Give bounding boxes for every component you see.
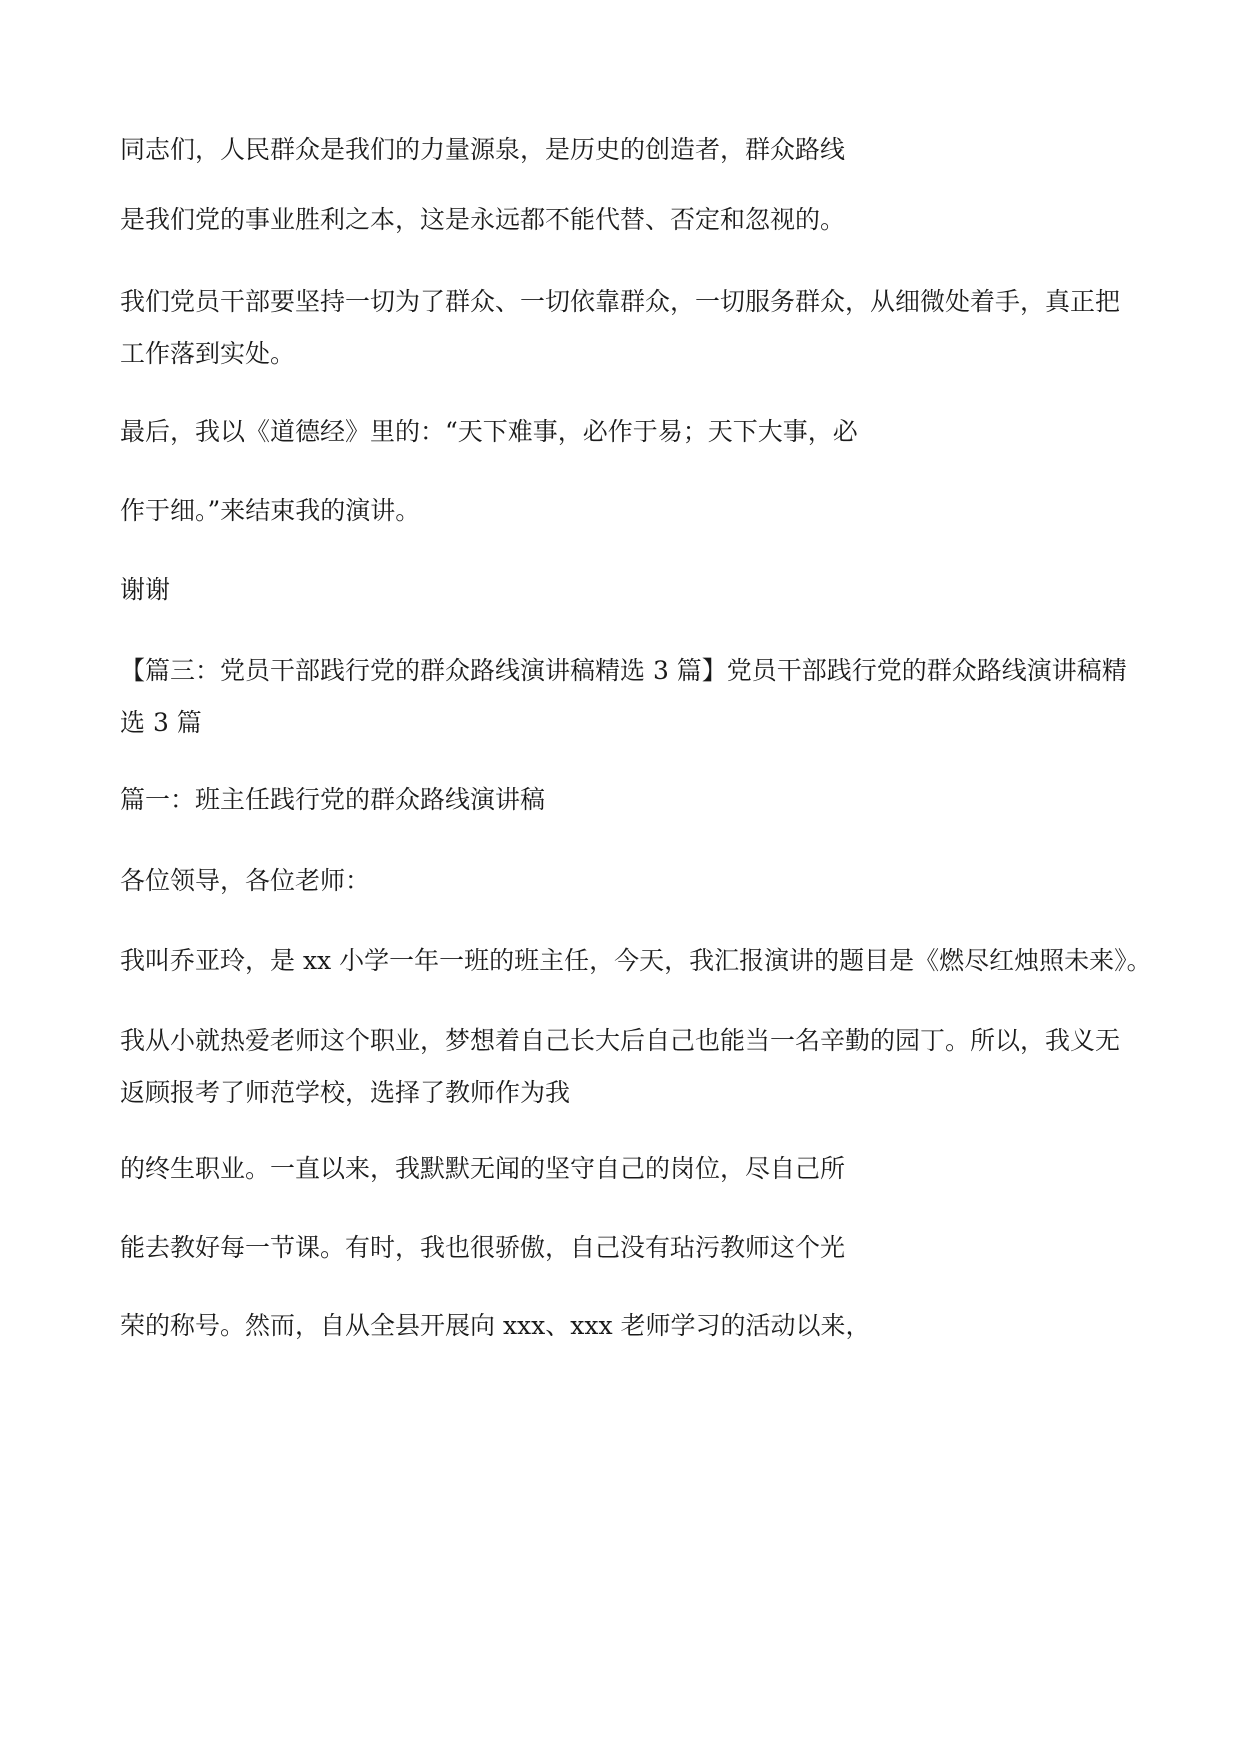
text-line: 工作落到实处。	[120, 339, 296, 368]
paragraph-7-section-heading	[120, 645, 1130, 749]
paragraph-14	[120, 1300, 1130, 1352]
paragraph-11	[120, 1015, 1130, 1119]
paragraph-3	[120, 276, 1130, 380]
paragraph-5	[120, 485, 1130, 537]
paragraph-10	[120, 935, 1152, 987]
text-line: 篇一：班主任践行党的群众路线演讲稿	[120, 785, 546, 814]
text-line: 同志们，人民群众是我们的力量源泉，是历史的创造者，群众路线	[120, 135, 846, 164]
text-line: 各位领导，各位老师：	[120, 866, 371, 895]
paragraph-9	[120, 855, 1130, 907]
text-line: 我叫乔亚玲，是 xx 小学一年一班的班主任，今天，我汇报演讲的题目是《燃尽红烛照未来》。	[120, 946, 1152, 975]
paragraph-1	[120, 124, 1130, 176]
text-line: 【篇三：党员干部践行党的群众路线演讲稿精选 3 篇】党员干部践行党的群众路线演讲稿精	[120, 656, 1127, 685]
text-line: 是我们党的事业胜利之本，这是永远都不能代替、否定和忽视的。	[120, 205, 846, 234]
text-line: 我们党员干部要坚持一切为了群众、一切依靠群众，一切服务群众，从细微处着手，真正把	[120, 287, 1121, 316]
text-line: 谢谢	[120, 575, 171, 604]
text-line: 的终生职业。一直以来，我默默无闻的坚守自己的岗位，尽自己所	[120, 1154, 846, 1183]
text-line: 能去教好每一节课。有时，我也很骄傲，自己没有玷污教师这个光	[120, 1233, 846, 1262]
text-line: 最后，我以《道德经》里的：“天下难事，必作于易；天下大事，必	[120, 417, 858, 446]
paragraph-4	[120, 406, 1130, 458]
paragraph-6	[120, 564, 1130, 616]
text-line: 返顾报考了师范学校，选择了教师作为我	[120, 1078, 571, 1107]
text-line: 作于细。”来结束我的演讲。	[120, 496, 421, 525]
paragraph-13	[120, 1222, 1130, 1274]
paragraph-2	[120, 194, 1130, 246]
paragraph-8-subheading	[120, 774, 1130, 826]
paragraph-12	[120, 1143, 1130, 1195]
text-line: 选 3 篇	[120, 708, 202, 737]
text-line: 荣的称号。然而，自从全县开展向 xxx、xxx 老师学习的活动以来，	[120, 1311, 871, 1340]
text-line: 我从小就热爱老师这个职业，梦想着自己长大后自己也能当一名辛勤的园丁。所以，我义无	[120, 1026, 1121, 1055]
